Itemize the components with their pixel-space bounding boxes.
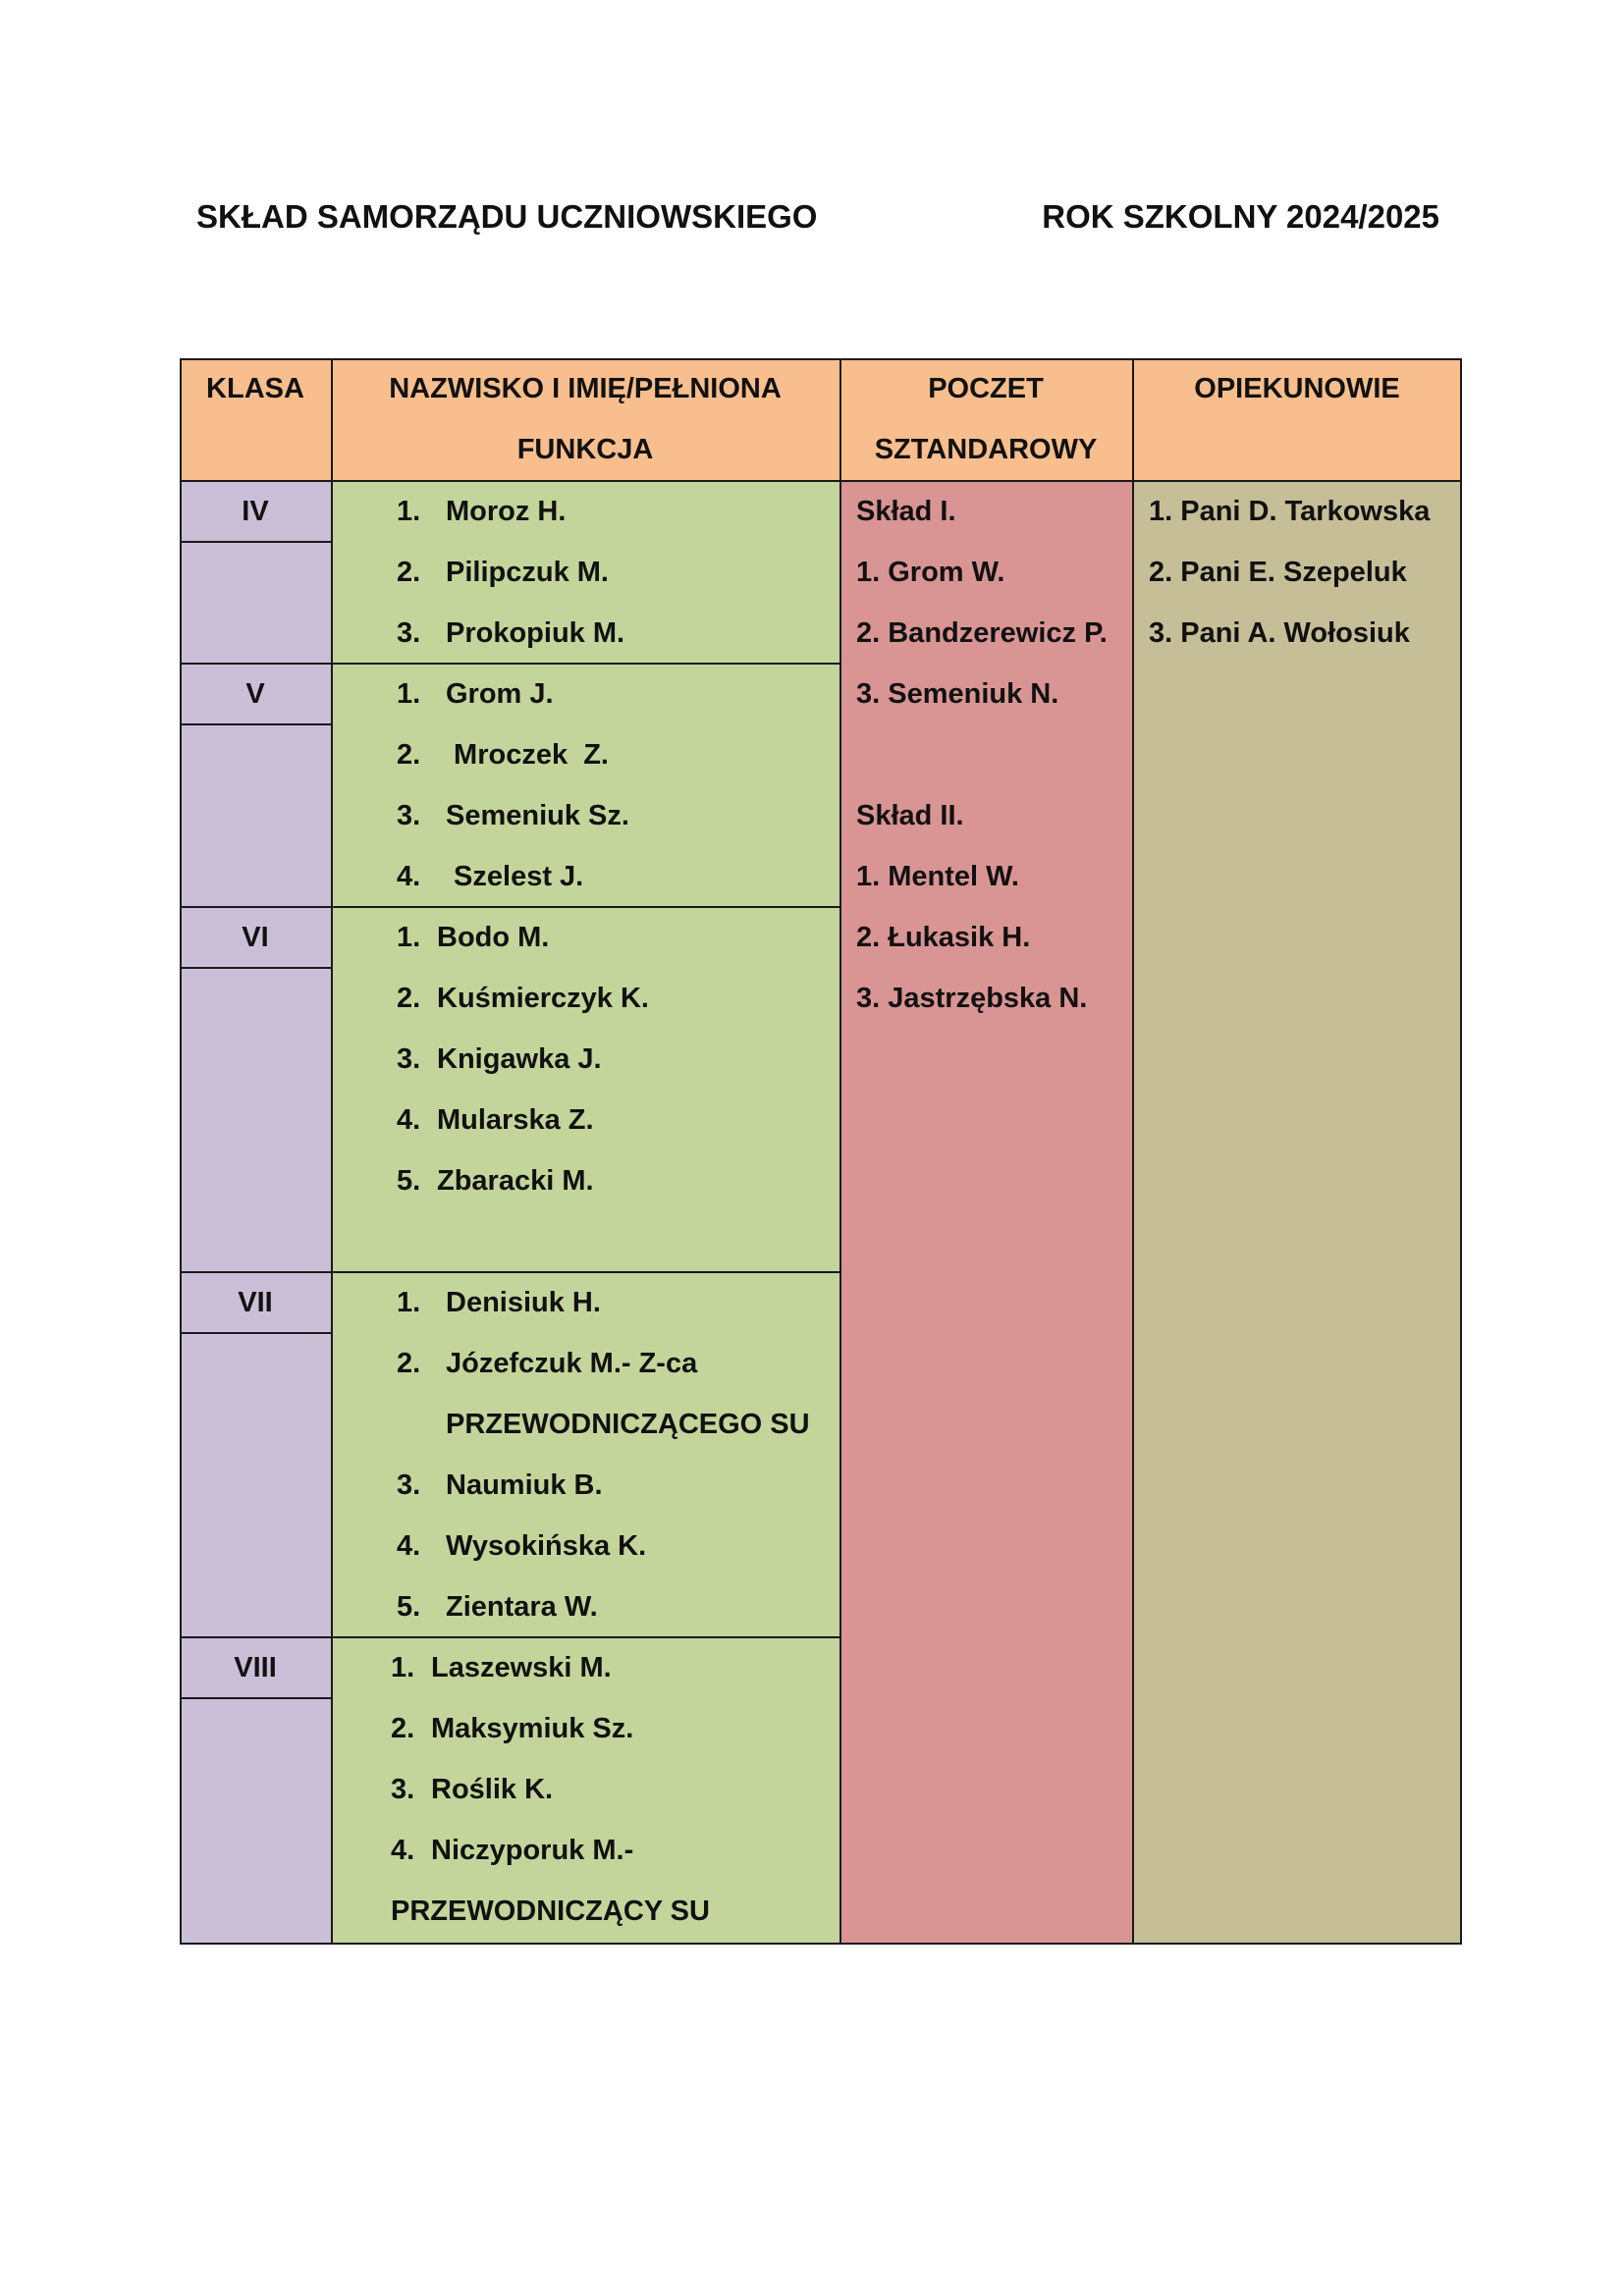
row-divider bbox=[180, 663, 839, 665]
class-label-v: V bbox=[245, 678, 265, 710]
header-opiekunowie-cell bbox=[1132, 358, 1462, 481]
school-year: ROK SZKOLNY 2024/2025 bbox=[1042, 198, 1439, 235]
header-nazwisko-line1: NAZWISKO I IMIĘ/PEŁNIONA bbox=[389, 373, 782, 404]
header-nazwisko-cell bbox=[331, 358, 839, 481]
document-title: SKŁAD SAMORZĄDU UCZNIOWSKIEGO bbox=[196, 198, 818, 235]
poczet-item: 3. Semeniuk N. bbox=[856, 678, 1059, 710]
column-divider bbox=[1132, 358, 1134, 1945]
class-label-iv: IV bbox=[242, 496, 269, 527]
poczet-item: 3. Jastrzębska N. bbox=[856, 983, 1088, 1014]
table-border-left bbox=[180, 358, 182, 1945]
opiekun-item: 3. Pani A. Wołosiuk bbox=[1149, 617, 1410, 649]
table-border-top bbox=[180, 358, 1462, 360]
klasa-subdivider bbox=[180, 541, 331, 543]
column-divider bbox=[839, 358, 841, 1945]
poczet-group1-title: Skład I. bbox=[856, 496, 956, 527]
column-divider bbox=[331, 358, 333, 1945]
poczet-item: 1. Mentel W. bbox=[856, 861, 1019, 892]
header-opiekunowie: OPIEKUNOWIE bbox=[1194, 373, 1400, 404]
class-label-vii: VII bbox=[238, 1287, 273, 1318]
class-label-vi: VI bbox=[242, 922, 269, 953]
opiekunowie-column-bg bbox=[1132, 481, 1462, 1945]
header-poczet-line1: POCZET bbox=[928, 373, 1044, 404]
row-divider bbox=[180, 1271, 839, 1273]
klasa-subdivider bbox=[180, 1697, 331, 1699]
poczet-item: 2. Bandzerewicz P. bbox=[856, 617, 1108, 649]
poczet-item: 1. Grom W. bbox=[856, 557, 1005, 588]
header-klasa-cell bbox=[180, 358, 331, 481]
opiekun-item: 1. Pani D. Tarkowska bbox=[1149, 496, 1431, 527]
table-border-right bbox=[1460, 358, 1462, 1945]
row-divider bbox=[180, 906, 839, 908]
table-border-bottom bbox=[180, 1943, 1462, 1945]
class-label-viii: VIII bbox=[234, 1652, 277, 1683]
header-klasa: KLASA bbox=[206, 373, 304, 404]
klasa-subdivider bbox=[180, 967, 331, 969]
row-divider bbox=[180, 1636, 839, 1638]
header-poczet-cell bbox=[839, 358, 1132, 481]
student-council-table: KLASA NAZWISKO I IMIĘ/PEŁNIONA FUNKCJA POCZET SZTANDAROWY OPIEKUNOWIE IV V VI VII VIII 1. Moroz H. 2. Pilipczuk M. 3. Prokopiuk M. 1. Grom J. 2. Mroczek Z. 3. Semeniuk Sz. 4. Szelest J. 1. Bodo M. 2. Kuśmierczyk K. 3. Knigawka J. 4. Mularska Z. 5. Zbaracki M. 1. Denisiuk H. 2. Józefczuk M.- Z-ca PRZEWODNICZĄCEGO SU 3. Naumiuk B. 4. Wysokińska K. 5. Zientara W. 1. Laszewski M. 2. Maksymiuk Sz. 3. Roślik K. 4. Niczyporuk M.- PRZEWODNICZĄCY SU Skład I. 1. Grom W. 2. Bandzerewicz P. 3. Semeniuk N. Skład II. 1. Mentel W. 2. Łukasik H. 3. Jastrzębska N. 1. Pani D. Tarkowska 2. Pani E. Szepeluk 3. Pani A. Wołosiuk bbox=[180, 358, 1462, 1945]
klasa-subdivider bbox=[180, 1332, 331, 1334]
poczet-group2-title: Skład II. bbox=[856, 800, 964, 831]
header-nazwisko-line2: FUNKCJA bbox=[516, 434, 654, 465]
header-divider bbox=[180, 480, 1462, 482]
poczet-item: 2. Łukasik H. bbox=[856, 922, 1031, 953]
opiekun-item: 2. Pani E. Szepeluk bbox=[1149, 557, 1407, 588]
klasa-subdivider bbox=[180, 723, 331, 725]
header-poczet-line2: SZTANDAROWY bbox=[874, 434, 1098, 465]
